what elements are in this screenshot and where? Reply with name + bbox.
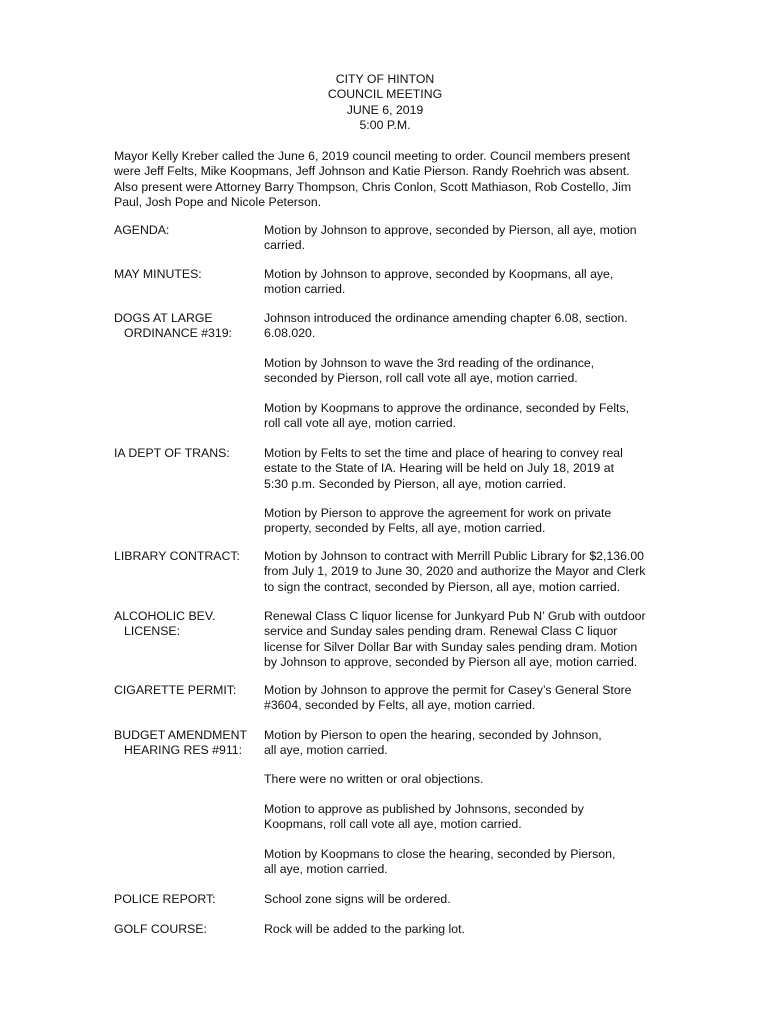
text-line: Koopmans, roll call vote all aye, motion carried. — [264, 817, 522, 832]
section-label — [114, 892, 262, 907]
section-body — [264, 223, 674, 254]
text-line: Rock will be added to the parking lot. — [264, 922, 465, 936]
section-body — [264, 728, 674, 877]
section-body — [264, 683, 674, 714]
motion-paragraph — [264, 311, 674, 342]
text-line: School zone signs will be ordered. — [264, 892, 451, 906]
section-body — [264, 609, 674, 670]
motion-paragraph — [264, 223, 674, 254]
motion-paragraph — [264, 728, 674, 759]
section-label — [114, 311, 262, 342]
section-label — [114, 267, 262, 282]
section-label — [114, 549, 262, 564]
section-label — [114, 922, 262, 937]
motion-paragraph — [264, 772, 483, 787]
header-date: JUNE 6, 2019 — [346, 102, 424, 117]
text-line: Motion by Johnson to contract with Merrill Public Library for $2,136.00 — [264, 549, 645, 563]
section-label — [114, 728, 262, 759]
header-meeting: COUNCIL MEETING — [327, 87, 443, 102]
text-line: Motion by Pierson to open the hearing, seconded by Johnson, — [264, 728, 602, 742]
motion-paragraph — [264, 609, 674, 670]
section-body — [264, 549, 674, 595]
intro-paragraph — [114, 149, 674, 210]
section-label-line: DOGS AT LARGE — [114, 311, 213, 325]
section-label-line: CIGARETTE PERMIT: — [114, 683, 237, 697]
text-line: Motion by Pierson to approve the agreement for work on private — [264, 506, 612, 520]
text-line: There were no written or oral objections. — [264, 772, 484, 786]
section-body — [264, 892, 674, 907]
document-header — [0, 72, 770, 133]
section-body — [264, 446, 674, 536]
section-label — [114, 683, 262, 698]
section-label-line: AGENDA: — [114, 223, 170, 237]
text-line: carried. — [264, 238, 306, 253]
intro-line: Paul, Josh Pope and Nicole Peterson. — [114, 194, 322, 209]
intro-line: Mayor Kelly Kreber called the June 6, 2019 council meeting to order. Council members present — [114, 149, 631, 163]
text-line: #3604, seconded by Felts, all aye, motion carried. — [264, 698, 536, 713]
text-line: Motion to approve as published by Johnsons, seconded by — [264, 802, 584, 816]
text-line: 6.08.020. — [264, 326, 316, 341]
text-line: all aye, motion carried. — [264, 862, 388, 877]
section-label-line: BUDGET AMENDMENT — [114, 728, 248, 742]
header-city: CITY OF HINTON — [335, 72, 435, 86]
text-line: Motion by Johnson to wave the 3rd reading of the ordinance, — [264, 356, 595, 370]
motion-paragraph — [264, 847, 615, 878]
text-line: property, seconded by Felts, all aye, motion carried. — [264, 521, 546, 536]
section-body — [264, 922, 674, 937]
section-label-line: ORDINANCE #319: — [124, 326, 232, 341]
header-time: 5:00 P.M. — [359, 117, 411, 132]
text-line: Johnson introduced the ordinance amending chapter 6.08, section. — [264, 311, 628, 325]
motion-paragraph — [264, 892, 674, 907]
section-label-line: GOLF COURSE: — [114, 922, 207, 936]
section-label-line: IA DEPT OF TRANS: — [114, 446, 230, 460]
motion-paragraph — [264, 446, 674, 492]
text-line: 5:30 p.m. Seconded by Pierson, all aye, motion carried. — [264, 476, 567, 491]
text-line: Motion by Johnson to approve, seconded by Pierson, all aye, motion — [264, 223, 637, 237]
section-label — [114, 223, 262, 238]
motion-paragraph — [264, 922, 674, 937]
section-label-line: LIBRARY CONTRACT: — [114, 549, 240, 563]
text-line: Motion by Koopmans to close the hearing, seconded by Pierson, — [264, 847, 616, 861]
text-line: Motion by Felts to set the time and place of hearing to convey real — [264, 446, 623, 460]
motion-paragraph — [264, 802, 584, 833]
section-label-line: HEARING RES #911: — [124, 743, 243, 758]
text-line: service and Sunday sales pending dram. Renewal Class C liquor — [264, 624, 618, 639]
motion-paragraph — [264, 549, 674, 595]
text-line: estate to the State of IA. Hearing will be held on July 18, 2019 at — [264, 461, 614, 476]
text-line: Motion by Johnson to approve, seconded by Koopmans, all aye, — [264, 267, 614, 281]
section-label-line: ALCOHOLIC BEV. — [114, 609, 216, 623]
section-label — [114, 609, 262, 640]
section-label-line: POLICE REPORT: — [114, 892, 216, 906]
text-line: from July 1, 2019 to June 30, 2020 and authorize the Mayor and Clerk — [264, 564, 646, 579]
text-line: seconded by Pierson, roll call vote all aye, motion carried. — [264, 371, 578, 386]
motion-paragraph — [264, 356, 594, 387]
motion-paragraph — [264, 267, 674, 298]
text-line: Motion by Koopmans to approve the ordinance, seconded by Felts, — [264, 401, 630, 415]
motion-paragraph — [264, 506, 611, 537]
motion-paragraph — [264, 683, 674, 714]
text-line: roll call vote all aye, motion carried. — [264, 416, 457, 431]
section-label-line: MAY MINUTES: — [114, 267, 202, 281]
text-line: Motion by Johnson to approve the permit for Casey’s General Store — [264, 683, 632, 697]
text-line: by Johnson to approve, seconded by Pierson all aye, motion carried. — [264, 654, 638, 669]
text-line: Renewal Class C liquor license for Junkyard Pub N’ Grub with outdoor — [264, 609, 646, 623]
intro-line: Also present were Attorney Barry Thompson, Chris Conlon, Scott Mathiason, Rob Costello, Jim — [114, 179, 632, 194]
text-line: motion carried. — [264, 282, 346, 297]
section-body — [264, 311, 674, 431]
section-label — [114, 446, 262, 461]
motion-paragraph — [264, 401, 629, 432]
text-line: to sign the contract, seconded by Pierson, all aye, motion carried. — [264, 579, 621, 594]
text-line: all aye, motion carried. — [264, 743, 388, 758]
section-body — [264, 267, 674, 298]
text-line: license for Silver Dollar Bar with Sunday sales pending dram. Motion — [264, 639, 638, 654]
intro-line: were Jeff Felts, Mike Koopmans, Jeff Johnson and Katie Pierson. Randy Roehrich was absent. — [114, 164, 630, 179]
section-label-line: LICENSE: — [124, 624, 181, 639]
